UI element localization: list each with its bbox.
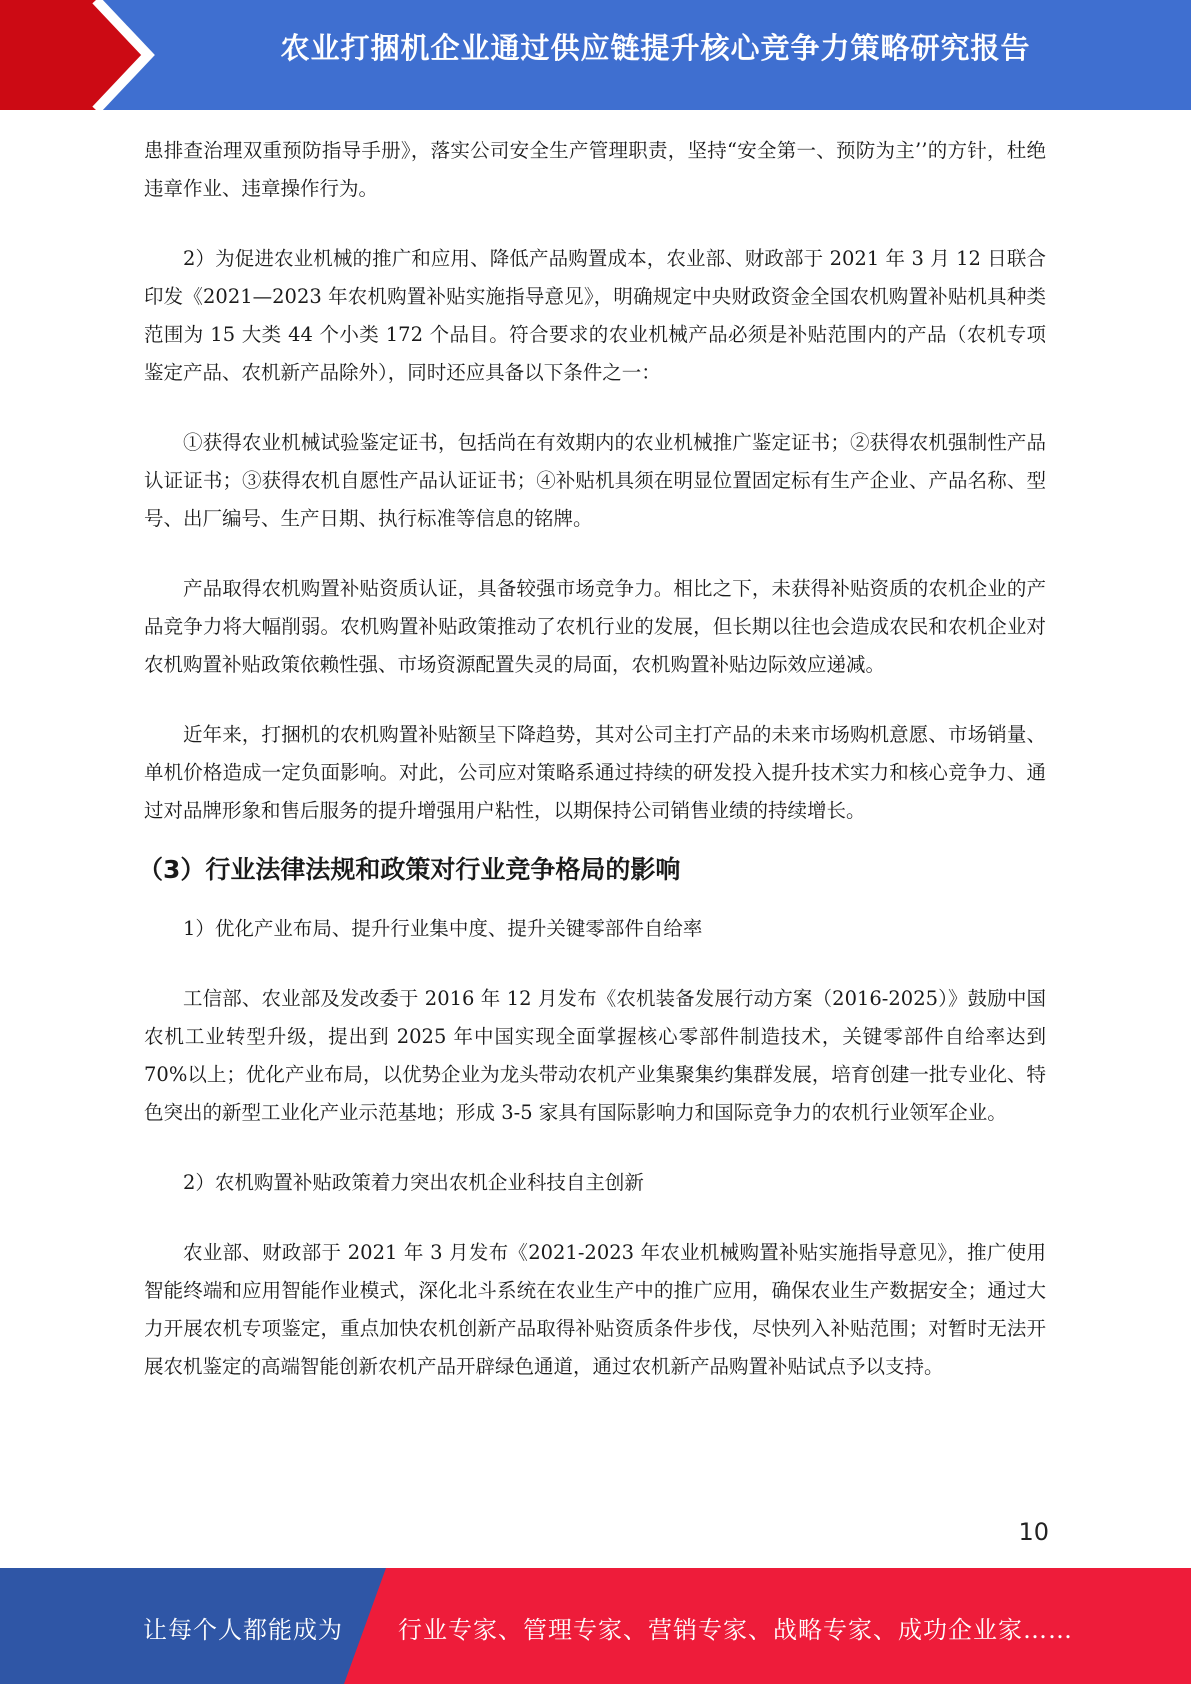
header-band xyxy=(0,0,1191,110)
section-heading: （3）行业法律法规和政策对行业竞争格局的影响 xyxy=(138,855,681,884)
footer-band xyxy=(0,1568,1191,1684)
subheading: 1）优化产业布局、提升行业集中度、提升关键零部件自给率 xyxy=(183,917,703,940)
paragraph: 患排查治理双重预防指导手册》，落实公司安全生产管理职责，坚持“安全第一、预防为主’’的方针，杜绝违章作业、违章操作行为。 xyxy=(144,139,1046,200)
paragraph: 产品取得农机购置补贴资质认证，具备较强市场竞争力。相比之下，未获得补贴资质的农机企业的产品竞争力将大幅削弱。农机购置补贴政策推动了农机行业的发展，但长期以往也会造成农民和农机企业对农机购置补贴政策依赖性强、市场资源配置失灵的局面，农机购置补贴边际效应递减。 xyxy=(144,577,1046,676)
paragraph: 近年来，打捆机的农机购置补贴额呈下降趋势，其对公司主打产品的未来市场购机意愿、市场销量、单机价格造成一定负面影响。对此，公司应对策略系通过持续的研发投入提升技术实力和核心竞争力、通过对品牌形象和售后服务的提升增强用户粘性，以期保持公司销售业绩的持续增长。 xyxy=(144,723,1046,822)
subheading: 2）农机购置补贴政策着力突出农机企业科技自主创新 xyxy=(183,1171,644,1194)
footer-slogan-right: 行业专家、管理专家、营销专家、战略专家、成功企业家…… xyxy=(398,1616,1073,1644)
page-number: 10 xyxy=(1018,1518,1049,1546)
paragraph: 工信部、农业部及发改委于 2016 年 12 月发布《农机装备发展行动方案（2016-2025）》鼓励中国农机工业转型升级，提出到 2025 年中国实现全面掌握核心零部件制造技术，关键零部件自给率达到 70%以上；优化产业布局，以优势企业为龙头带动农机产业集聚集约集群发展，培育创建一批专业化、特色突出的新型工业化产业示范基地；形成 3-5 家具有国际影响力和国际竞争力的农机行业领军企业。 xyxy=(144,987,1046,1124)
report-title: 农业打捆机企业通过供应链提升核心竞争力策略研究报告 xyxy=(280,31,1031,65)
paragraph: 2）为促进农业机械的推广和应用、降低产品购置成本，农业部、财政部于 2021 年 3 月 12 日联合印发《2021—2023 年农机购置补贴实施指导意见》，明确规定中央财政资金全国农机购置补贴机具种类范围为 15 大类 44 个小类 172 个品目。符合要求的农业机械产品必须是补贴范围内的产品（农机专项鉴定产品、农机新产品除外），同时还应具备以下条件之一： xyxy=(144,247,1046,384)
paragraph: ①获得农业机械试验鉴定证书，包括尚在有效期内的农业机械推广鉴定证书；②获得农机强制性产品认证证书；③获得农机自愿性产品认证证书；④补贴机具须在明显位置固定标有生产企业、产品名称、型号、出厂编号、生产日期、执行标准等信息的铭牌。 xyxy=(144,431,1046,530)
document-body xyxy=(138,132,1046,1418)
footer-slogan-left: 让每个人都能成为 xyxy=(143,1616,343,1644)
paragraph: 农业部、财政部于 2021 年 3 月发布《2021-2023 年农业机械购置补贴实施指导意见》，推广使用智能终端和应用智能作业模式，深化北斗系统在农业生产中的推广应用，确保农业生产数据安全；通过大力开展农机专项鉴定，重点加快农机创新产品取得补贴资质条件步伐，尽快列入补贴范围；对暂时无法开展农机鉴定的高端智能创新农机产品开辟绿色通道，通过农机新产品购置补贴试点予以支持。 xyxy=(144,1241,1046,1378)
